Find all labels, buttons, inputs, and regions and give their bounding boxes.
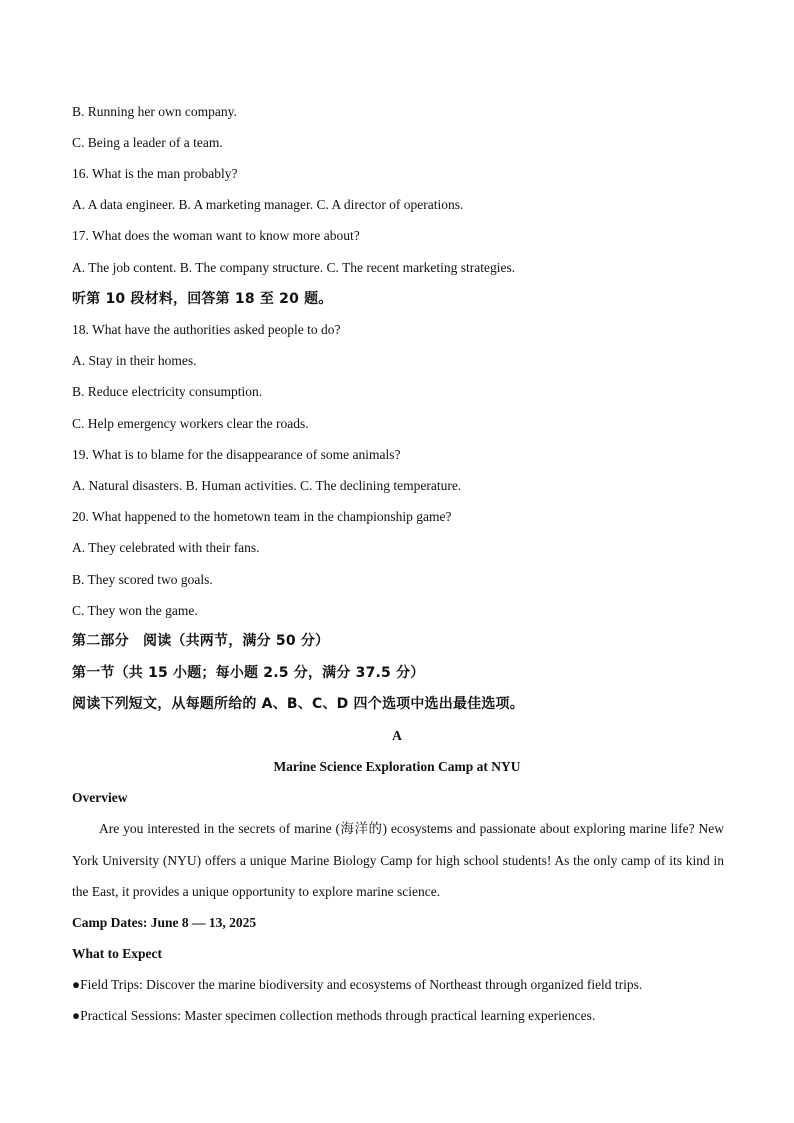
reading-section-heading: 第一节（共 15 小题；每小题 2.5 分，满分 37.5 分） (72, 665, 425, 681)
q15-option-b: B. Running her own company. (72, 104, 237, 119)
q20-option-c: C. They won the game. (72, 603, 198, 618)
q16-options: A. A data engineer. B. A marketing manager. C. A director of operations. (72, 197, 464, 212)
q19-question: 19. What is to blame for the disappearance of some animals? (72, 447, 401, 462)
q18-question: 18. What have the authorities asked people to do? (72, 322, 341, 337)
camp-dates: Camp Dates: June 8 — 13, 2025 (72, 915, 257, 930)
passage-title: Marine Science Exploration Camp at NYU (273, 759, 521, 774)
q18-option-c: C. Help emergency workers clear the roads. (72, 416, 309, 431)
passage-letter: A (392, 728, 402, 743)
bullet-field-trips: ●Field Trips: Discover the marine biodiversity and ecosystems of Northeast through organized field trips. (72, 977, 643, 992)
section-10-heading: 听第 10 段材料，回答第 18 至 20 题。 (72, 291, 333, 307)
bullet-practical-sessions: ●Practical Sessions: Master specimen collection methods through practical learning experiences. (72, 1008, 596, 1023)
reading-part-heading: 第二部分 阅读（共两节，满分 50 分） (72, 633, 330, 649)
q20-option-b: B. They scored two goals. (72, 572, 213, 587)
q16-question: 16. What is the man probably? (72, 166, 238, 181)
q18-option-a: A. Stay in their homes. (72, 353, 197, 368)
q15-option-c: C. Being a leader of a team. (72, 135, 223, 150)
q18-option-b: B. Reduce electricity consumption. (72, 384, 263, 399)
q20-question: 20. What happened to the hometown team in the championship game? (72, 509, 452, 524)
overview-heading: Overview (72, 790, 128, 805)
q17-options: A. The job content. B. The company structure. C. The recent marketing strategies. (72, 260, 516, 275)
q20-option-a: A. They celebrated with their fans. (72, 540, 260, 555)
what-to-expect-heading: What to Expect (72, 946, 162, 961)
overview-paragraph: Are you interested in the secrets of marine (海洋的) ecosystems and passionate about exploring marine life? New York University (NYU) offers a unique Marine Biology Camp for high school students! As the only camp of its kind in the East, it provides a unique opportunity to explore marine science. (72, 821, 724, 899)
q19-options: A. Natural disasters. B. Human activities. C. The declining temperature. (72, 478, 462, 493)
q17-question: 17. What does the woman want to know more about? (72, 228, 360, 243)
reading-instructions: 阅读下列短文，从每题所给的 A、B、C、D 四个选项中选出最佳选项。 (72, 696, 524, 712)
